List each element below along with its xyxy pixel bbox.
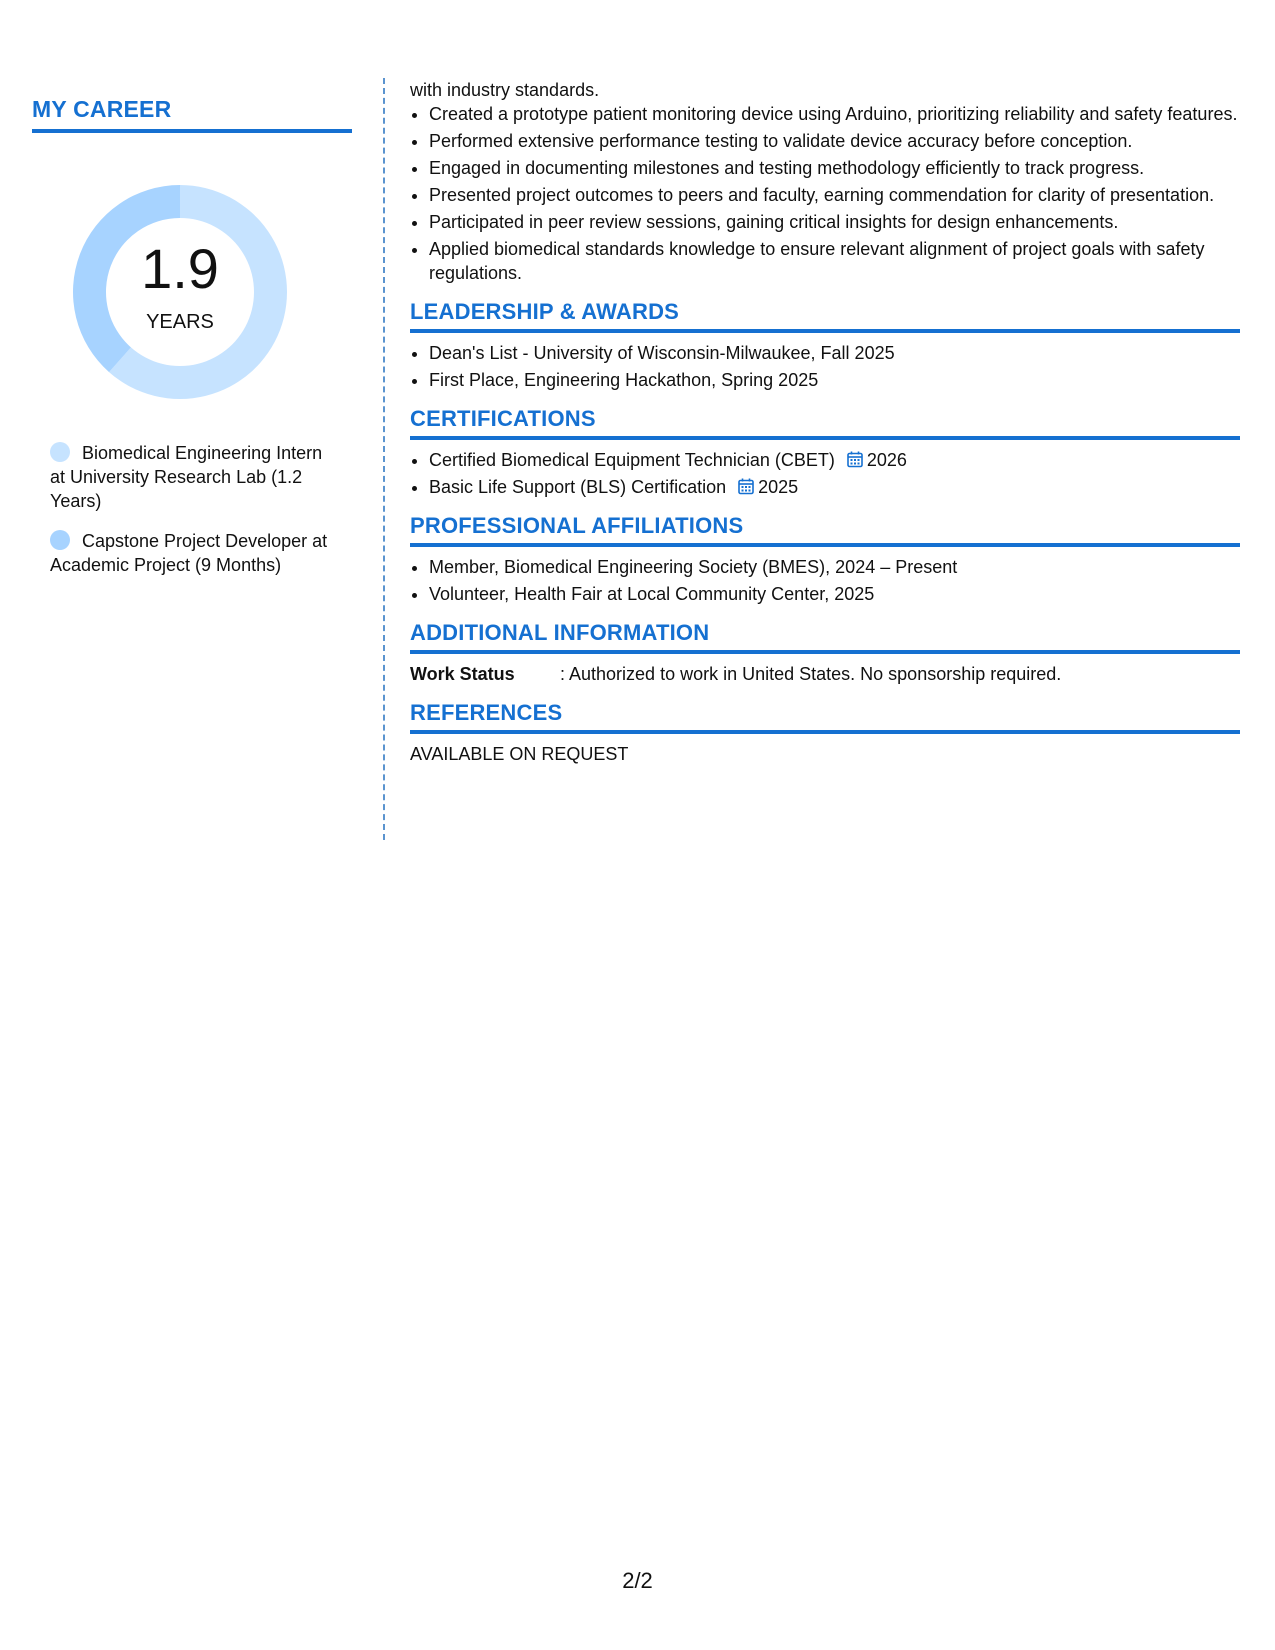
leadership-list	[410, 341, 1240, 392]
certification-year: 2026	[866, 450, 907, 470]
work-status-value: : Authorized to work in United States. No sponsorship required.	[560, 664, 1062, 684]
legend-label: Biomedical Engineering Intern at University Research Lab (1.2 Years)	[50, 443, 323, 511]
experience-bullets	[410, 102, 1240, 285]
certification-year: 2025	[758, 477, 799, 497]
additional-info-section	[410, 620, 1240, 686]
list-item: • Applied biomedical standards knowledge to ensure relevant alignment of project goals with safety regulations.	[429, 237, 1240, 285]
certification-name: Basic Life Support (BLS) Certification	[429, 477, 727, 497]
column-divider	[383, 78, 385, 840]
references-section	[410, 700, 1240, 766]
career-donut-chart	[65, 177, 295, 407]
legend-item	[50, 441, 340, 513]
list-item: • Created a prototype patient monitoring device using Arduino, prioritizing reliability and safety features.	[429, 102, 1240, 126]
affiliations-section	[410, 513, 1240, 606]
certifications-section	[410, 406, 1240, 499]
list-item: • Performed extensive performance testing to validate device accuracy before conception.	[429, 129, 1240, 153]
total-years-value: 1.9	[141, 237, 219, 300]
list-item: • Engaged in documenting milestones and testing methodology efficiently to track progress.	[429, 156, 1240, 180]
legend-dot	[50, 442, 70, 462]
career-legend	[50, 441, 352, 577]
leadership-title: LEADERSHIP & AWARDS	[410, 299, 1240, 333]
legend-label: Capstone Project Developer at Academic Project (9 Months)	[50, 531, 328, 575]
list-item: • Member, Biomedical Engineering Society (BMES), 2024 – Present	[429, 555, 1240, 579]
sidebar	[32, 96, 352, 593]
career-section-title: MY CAREER	[32, 96, 352, 133]
affiliations-list	[410, 555, 1240, 606]
list-item: • Participated in peer review sessions, gaining critical insights for design enhancements.	[429, 210, 1240, 234]
experience-continuation: with industry standards.	[410, 80, 600, 100]
additional-info-title: ADDITIONAL INFORMATION	[410, 620, 1240, 654]
legend-dot	[50, 530, 70, 550]
list-item	[429, 448, 1240, 472]
certification-name: Certified Biomedical Equipment Technician (CBET)	[429, 450, 835, 470]
total-years-unit: YEARS	[146, 311, 214, 333]
affiliations-title: PROFESSIONAL AFFILIATIONS	[410, 513, 1240, 547]
legend-item	[50, 529, 340, 577]
calendar-icon	[847, 451, 863, 468]
list-item: • Presented project outcomes to peers and faculty, earning commendation for clarity of presentation.	[429, 183, 1240, 207]
list-item: • Dean's List - University of Wisconsin-Milwaukee, Fall 2025	[429, 341, 1240, 365]
certifications-title: CERTIFICATIONS	[410, 406, 1240, 440]
leadership-section	[410, 299, 1240, 392]
certifications-list	[410, 448, 1240, 499]
calendar-icon	[738, 478, 754, 495]
page-number: 2/2	[622, 1568, 653, 1593]
references-title: REFERENCES	[410, 700, 1240, 734]
list-item	[429, 475, 1240, 499]
references-text: AVAILABLE ON REQUEST	[410, 744, 629, 764]
list-item: • Volunteer, Health Fair at Local Community Center, 2025	[429, 582, 1240, 606]
work-status-label: Work Status	[410, 664, 515, 684]
main-content	[410, 78, 1240, 766]
work-status-row	[410, 662, 1240, 686]
list-item: • First Place, Engineering Hackathon, Spring 2025	[429, 368, 1240, 392]
